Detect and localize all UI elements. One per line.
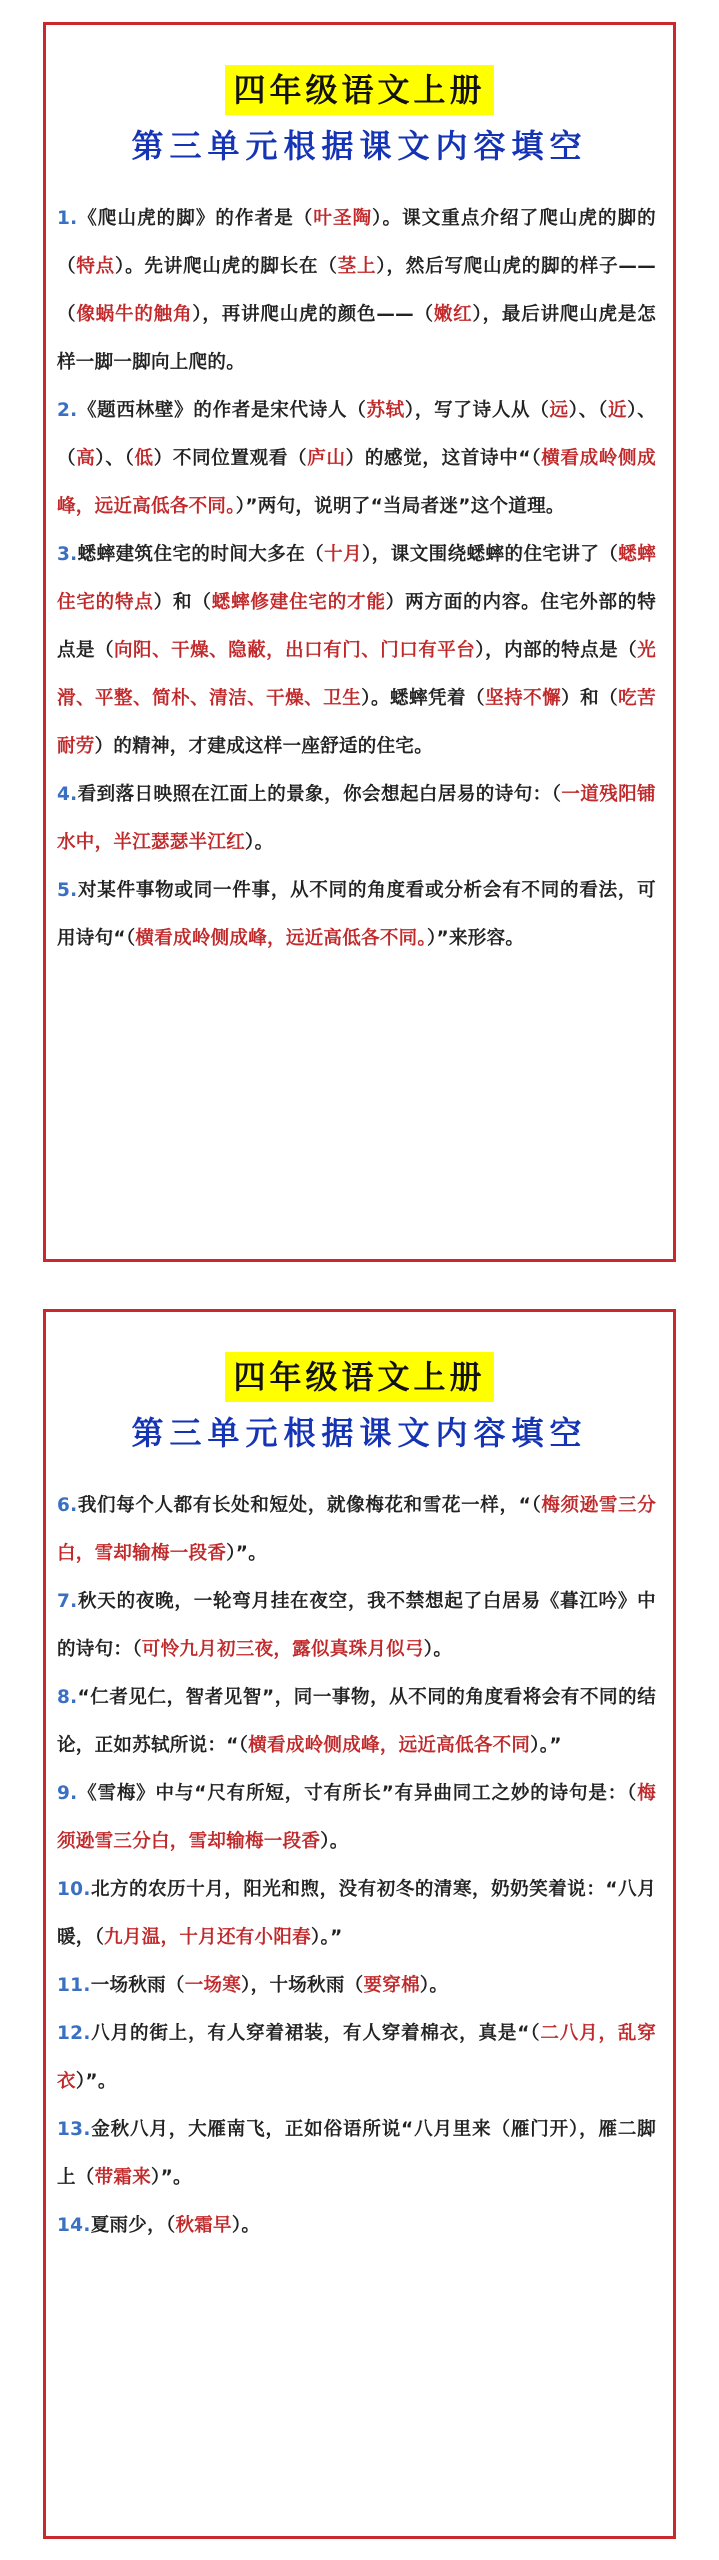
question-number: 4. bbox=[57, 784, 78, 805]
answer-text: 光滑、平整、简朴、清洁、干燥、卫生 bbox=[57, 640, 656, 709]
answer-text: 嫩红 bbox=[433, 304, 473, 325]
answer-text: 一道残阳铺水中，半江瑟瑟半江红 bbox=[57, 784, 656, 853]
answer-text: 带霜来 bbox=[94, 2167, 152, 2188]
answer-text: 庐山 bbox=[307, 448, 346, 469]
question-text: ）。” bbox=[310, 1927, 343, 1948]
question-text: 一场秋雨（ bbox=[90, 1975, 185, 1996]
worksheet-card-1 bbox=[43, 22, 676, 1262]
question-item bbox=[57, 1578, 656, 1674]
answer-text: 二八月，乱穿衣 bbox=[57, 2023, 656, 2092]
question-text: ）”。 bbox=[151, 2167, 192, 2188]
question-number: 6. bbox=[57, 1495, 78, 1516]
question-text: ）、（ bbox=[95, 448, 135, 469]
question-text: “仁者见仁，智者见智”，同一事物，从不同的角度看将会有不同的结论，正如苏轼所说：“（ bbox=[57, 1687, 656, 1756]
question-text: ）。 bbox=[320, 1831, 349, 1852]
question-text: ）的精神，才建成这样一座舒适的住宅。 bbox=[94, 736, 434, 757]
question-text: ）、（ bbox=[57, 400, 656, 469]
question-text: ）”。 bbox=[75, 2071, 117, 2092]
page-subtitle: 第三单元根据课文内容填空 bbox=[131, 127, 588, 165]
question-number: 3. bbox=[57, 544, 78, 565]
answer-text: 横看成岭侧成峰，远近高低各不同 bbox=[248, 1735, 531, 1756]
question-text: ）两方面的内容。住宅外部的特点是（ bbox=[57, 592, 657, 661]
question-item bbox=[57, 387, 656, 531]
answer-text: 蟋蟀住宅的特点 bbox=[57, 544, 656, 613]
answer-text: 苏轼 bbox=[366, 400, 405, 421]
answer-text: 蟋蟀修建住宅的才能 bbox=[211, 592, 386, 613]
answer-text: 叶圣陶 bbox=[313, 208, 373, 229]
answer-text: 横看成岭侧成峰，远近高低各不同。 bbox=[135, 928, 427, 949]
answer-text: 茎上 bbox=[337, 256, 377, 277]
worksheet-card-2 bbox=[43, 1309, 676, 2539]
question-text: ）。先讲爬山虎的脚长在（ bbox=[115, 256, 338, 277]
question-text: ），十场秋雨（ bbox=[241, 1975, 364, 1996]
page-subtitle: 第三单元根据课文内容填空 bbox=[131, 1414, 588, 1452]
question-text: ），内部的特点是（ bbox=[475, 640, 638, 661]
question-text: ）。 bbox=[231, 2215, 261, 2236]
answer-text: 近 bbox=[607, 400, 628, 421]
question-item bbox=[57, 1770, 656, 1866]
answer-text: 一场寒 bbox=[184, 1975, 242, 1996]
subtitle-wrap bbox=[46, 1410, 673, 1456]
question-text: 我们每个人都有长处和短处，就像梅花和雪花一样，“（ bbox=[77, 1495, 542, 1516]
answer-text: 可怜九月初三夜，露似真珠月似弓 bbox=[141, 1639, 424, 1660]
question-item bbox=[57, 771, 656, 867]
answer-text: 坚持不懈 bbox=[485, 688, 562, 709]
question-item bbox=[57, 2202, 656, 2250]
question-item bbox=[57, 2010, 656, 2106]
answer-text: 梅须逊雪三分白，雪却输梅一段香 bbox=[57, 1783, 656, 1852]
question-item bbox=[57, 1674, 656, 1770]
answer-text: 十月 bbox=[324, 544, 363, 565]
question-item bbox=[57, 195, 656, 387]
question-text: 八月的街上，有人穿着裙装，有人穿着棉衣，真是“（ bbox=[90, 2023, 541, 2044]
question-text: ）。 bbox=[419, 1975, 449, 1996]
question-text: ）。蟋蟀凭着（ bbox=[361, 688, 486, 709]
question-number: 12. bbox=[57, 2023, 91, 2044]
answer-text: 向阳、干燥、隐蔽，出口有门、门口有平台 bbox=[114, 640, 476, 661]
question-text: ）”。 bbox=[226, 1543, 268, 1564]
question-text: 对某件事物或同一件事，从不同的角度看或分析会有不同的看法，可用诗句“（ bbox=[57, 880, 656, 949]
answer-text: 要穿棉 bbox=[363, 1975, 420, 1996]
question-item bbox=[57, 1962, 656, 2010]
question-number: 9. bbox=[57, 1783, 78, 1804]
question-text: 《雪梅》中与“尺有所短，寸有所长”有异曲同工之妙的诗句是：（ bbox=[77, 1783, 638, 1804]
question-number: 1. bbox=[57, 208, 78, 229]
question-number: 2. bbox=[57, 400, 78, 421]
question-text: ），再讲爬山虎的颜色——（ bbox=[192, 304, 434, 325]
question-text: 秋天的夜晚，一轮弯月挂在夜空，我不禁想起了白居易《暮江吟》中的诗句：（ bbox=[57, 1591, 656, 1660]
answer-text: 九月温，十月还有小阳春 bbox=[104, 1927, 311, 1948]
question-number: 8. bbox=[57, 1687, 78, 1708]
question-text: ）的感觉，这首诗中“（ bbox=[345, 448, 542, 469]
answer-text: 远 bbox=[549, 400, 569, 421]
question-list bbox=[57, 195, 656, 963]
question-text: 蟋蟀建筑住宅的时间大多在（ bbox=[77, 544, 325, 565]
question-text: 《爬山虎的脚》的作者是（ bbox=[77, 208, 314, 229]
question-number: 14. bbox=[57, 2215, 91, 2236]
question-item bbox=[57, 1866, 656, 1962]
question-text: ）。 bbox=[423, 1639, 453, 1660]
answer-text: 低 bbox=[134, 448, 154, 469]
question-item bbox=[57, 867, 656, 963]
title-wrap bbox=[46, 1312, 673, 1402]
question-text: ），写了诗人从（ bbox=[404, 400, 550, 421]
question-text: ）、（ bbox=[568, 400, 608, 421]
question-text: 看到落日映照在江面上的景象，你会想起白居易的诗句：（ bbox=[77, 784, 562, 805]
question-text: ）”来形容。 bbox=[426, 928, 525, 949]
question-text: ）。课文重点介绍了爬山虎的脚的（ bbox=[57, 208, 656, 277]
answer-text: 秋霜早 bbox=[175, 2215, 232, 2236]
question-number: 11. bbox=[57, 1975, 91, 1996]
answer-text: 横看成岭侧成峰，远近高低各不同。 bbox=[57, 448, 656, 517]
question-number: 5. bbox=[57, 880, 78, 901]
question-text: ）不同位置观看（ bbox=[153, 448, 308, 469]
answer-text: 特点 bbox=[76, 256, 116, 277]
answer-text: 高 bbox=[76, 448, 96, 469]
question-list bbox=[57, 1482, 656, 2250]
question-number: 10. bbox=[57, 1879, 91, 1900]
answer-text: 像蜗牛的触角 bbox=[76, 304, 193, 325]
question-text: ），然后写爬山虎的脚的样子——（ bbox=[57, 256, 657, 325]
question-item bbox=[57, 1482, 656, 1578]
answer-text: 梅须逊雪三分白，雪却输梅一段香 bbox=[57, 1495, 656, 1564]
question-text: ）和（ bbox=[561, 688, 619, 709]
question-text: ），最后讲爬山虎是怎样一脚一脚向上爬的。 bbox=[57, 304, 657, 373]
question-text: ）。” bbox=[530, 1735, 562, 1756]
question-number: 7. bbox=[57, 1591, 78, 1612]
question-text: ）和（ bbox=[153, 592, 212, 613]
page-title: 四年级语文上册 bbox=[225, 65, 493, 115]
question-text: 金秋八月，大雁南飞，正如俗语所说“八月里来（雁门开），雁二脚上（ bbox=[57, 2119, 656, 2188]
question-text: ）。 bbox=[245, 832, 274, 853]
page-title: 四年级语文上册 bbox=[225, 1352, 493, 1402]
subtitle-wrap bbox=[46, 123, 673, 169]
question-text: ），课文围绕蟋蟀的住宅讲了（ bbox=[362, 544, 619, 565]
question-text: 《题西林壁》的作者是宋代诗人（ bbox=[77, 400, 367, 421]
title-wrap bbox=[46, 25, 673, 115]
question-text: 北方的农历十月，阳光和煦，没有初冬的清寒，奶奶笑着说：“八月暖，（ bbox=[57, 1879, 656, 1948]
answer-text: 吃苦耐劳 bbox=[57, 688, 656, 757]
question-number: 13. bbox=[57, 2119, 91, 2140]
question-text: 夏雨少，（ bbox=[90, 2215, 176, 2236]
question-text: ）”两句，说明了“当局者迷”这个道理。 bbox=[235, 496, 565, 517]
question-item bbox=[57, 531, 656, 771]
question-item bbox=[57, 2106, 656, 2202]
